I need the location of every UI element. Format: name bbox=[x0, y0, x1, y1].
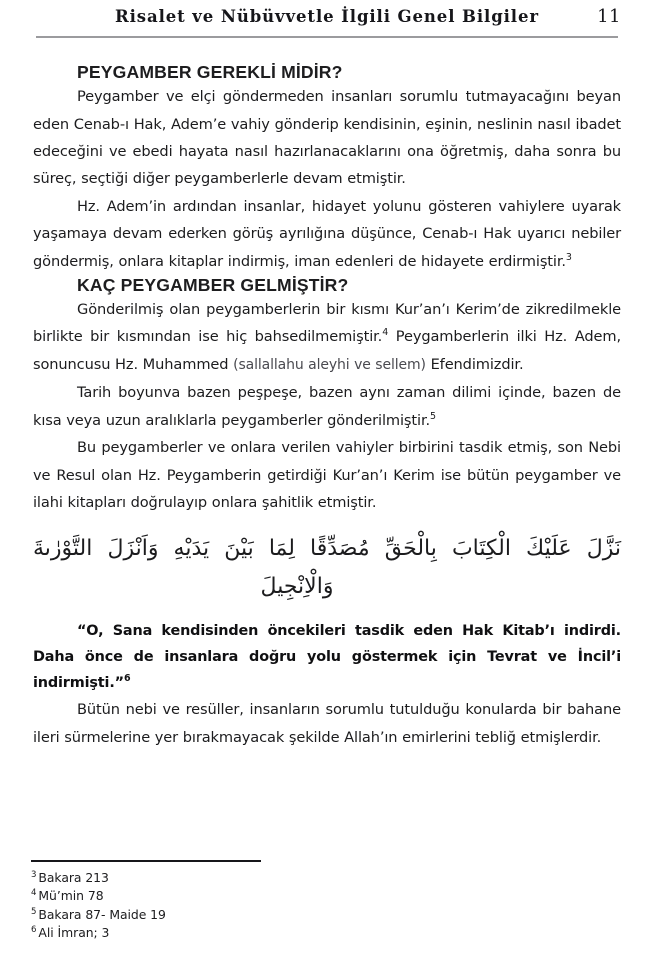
footnote-ref-6: 6 bbox=[123, 673, 131, 685]
section-heading-kac-peygamber-gelmistir: KAÇ PEYGAMBER GELMİŞTİR? bbox=[77, 274, 349, 295]
paragraph-closing: Bütün nebi ve resüller, insanların sorumlu tutulduğu konularda bir bahane ileri sürmelerine yer bırakmayacak şekilde Allah’ın emirlerini tebliğ etmişlerdir. bbox=[33, 701, 621, 746]
arabic-verse-line-2: وَالْاِنْجِيلَ bbox=[260, 574, 334, 600]
footnote-text: Mü’min 78 bbox=[38, 888, 104, 904]
page-header-inner bbox=[33, 6, 621, 27]
footnote-marker: 6 bbox=[31, 925, 37, 936]
footnote-text: Bakara 87- Maide 19 bbox=[38, 906, 166, 922]
section-heading-peygamber-gerekli-midir: PEYGAMBER GEREKLİ MİDİR? bbox=[77, 62, 343, 82]
footnote-text: Bakara 213 bbox=[38, 870, 109, 885]
footnote-text: Ali İmran; 3 bbox=[38, 925, 110, 941]
footnote-ref-3: 3 bbox=[565, 251, 572, 263]
page-title: Risalet ve Nübüvvetle İlgili Genel Bilgiler bbox=[115, 7, 539, 26]
paragraph-4 bbox=[33, 379, 621, 434]
paragraph-1: Peygamber ve elçi göndermeden insanları sorumlu tutmayacağını beyan eden Cenab-ı Hak, Adem’e vahiy gönderip kendisinin, eşinin, neslinin nasıl ibadet edeceğini ve ebedi hayata nasıl hazırlanacaklarını ona öğretmiş, daha sonra bu süreç, seçtiği diğer peygamberlerle devam etmiştir. bbox=[33, 88, 621, 188]
paragraph-3 bbox=[33, 296, 621, 379]
paragraph-3-part-b: Peygamberlerin ilki Hz. Adem, sonuncusu Hz. Muhammed bbox=[33, 328, 621, 373]
honorific-phrase: (sallallahu aleyhi ve sellem) bbox=[233, 356, 426, 373]
footnote-marker: 3 bbox=[31, 869, 37, 880]
footnote-ref-5: 5 bbox=[430, 410, 437, 422]
footnote-item bbox=[31, 869, 621, 887]
paragraph-5: Bu peygamberler ve onlara verilen vahiyler birbirini tasdik etmiş, son Nebi ve Resul olan Hz. Peygamberin getirdiği Kur’an’ı Kerim ise bütün peygamber ve ilahi kitapları doğrulayıp onlara şahitlik etmiştir. bbox=[33, 439, 621, 511]
page-content bbox=[33, 62, 621, 751]
verse-translation-text: “O, Sana kendisinden öncekileri tasdik eden Hak Kitab’ı indirdi. Daha önce de insanlara doğru yolu göstermek için Tevrat ve İncil’i indirmişti.” bbox=[33, 623, 621, 692]
footnote-ref-4: 4 bbox=[382, 327, 389, 339]
footnote-item bbox=[31, 887, 621, 905]
footnote-item bbox=[31, 906, 621, 924]
paragraph-3-part-a: Gönderilmiş olan peygamberlerin bir kısmı Kur’an’ı Kerim’de zikredilmekle birlikte bir kısmından ise hiç bahsedilmemiştir. bbox=[33, 301, 621, 346]
paragraph-2-text: Hz. Adem’in ardından insanlar, hidayet yolunu gösteren vahiylere uyarak yaşamaya devam ederken görüş ayrılığına düşünce, Cenab-ı Hak uyarıcı nebiler göndermiş, onlara kitaplar indirmiş, iman edenleri de hidayete erdirmiştir. bbox=[33, 197, 621, 270]
footnote-marker: 4 bbox=[31, 888, 37, 899]
quran-verse-arabic bbox=[33, 530, 621, 606]
footnotes-area bbox=[31, 860, 621, 943]
arabic-verse-line-1: نَزَّلَ عَلَيْكَ الْكِتَابَ بِالْحَقِّ مُصَدِّقًا لِمَا بَيْنَ يَدَيْهِ وَاَنْزَلَ التَّوْرٰىةَ bbox=[33, 536, 621, 562]
page-number: 11 bbox=[597, 6, 621, 27]
footnote-item bbox=[31, 924, 621, 942]
verse-translation bbox=[33, 618, 621, 696]
footnote-divider bbox=[31, 860, 261, 862]
paragraph-3-part-c: Efendimizdir. bbox=[425, 355, 524, 373]
page-header bbox=[0, 0, 654, 46]
footnote-marker: 5 bbox=[31, 906, 37, 917]
header-divider bbox=[36, 36, 618, 38]
paragraph-2 bbox=[33, 193, 621, 275]
paragraph-4-text: Tarih boyunva bazen peşpeşe, bazen aynı zaman dilimi içinde, bazen de kısa veya uzun aralıklarla peygamberler gönderilmiştir. bbox=[33, 384, 621, 429]
